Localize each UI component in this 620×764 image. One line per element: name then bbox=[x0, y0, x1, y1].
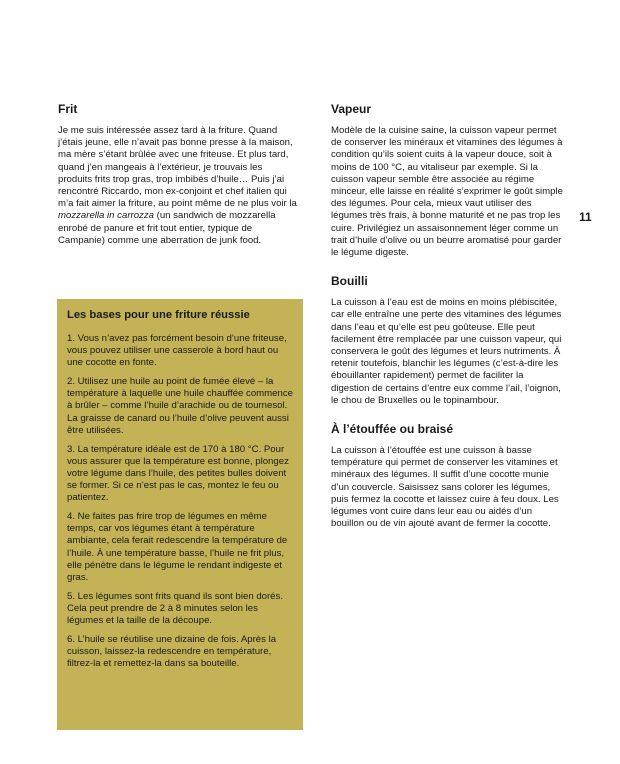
tip-item-6: 6. L’huile se réutilise une dizaine de fois. Après la cuisson, laissez-la redescendre en température, filtrez-la et remettez-la dans sa bouteille. bbox=[67, 634, 277, 670]
tip-item-3: 3. La température idéale est de 170 à 180 °C. Pour vous assurer que la température est bonne, plongez votre légume dans l’huile, des petites bulles doivent se former. Si ce n’est pas le cas, montez le feu ou patientez. bbox=[67, 443, 289, 504]
section-text-frit bbox=[58, 125, 298, 247]
section-title-vapeur: Vapeur bbox=[331, 102, 372, 116]
tip-item-2: 2. Utilisez une huile au point de fumée élevé – la température à laquelle une huile chauffée commence à brûler – comme l’huile d’arachide ou de tournesol. La graisse de canard ou l’huile d’olive peuvent aussi être utilisées. bbox=[67, 376, 293, 436]
section-etouffee bbox=[331, 422, 563, 530]
section-frit bbox=[58, 102, 298, 247]
section-vapeur bbox=[331, 102, 563, 259]
section-text-vapeur: Modèle de la cuisine saine, la cuisson vapeur permet de conserver les minéraux et vitamines des légumes à condition qu’ils soient cuits à la vapeur douce, soit à moins de 100 °C, au vitaliseur par exemple. Si la cuisson vapeur semble être associée au régime minceur, elle laisse en réalité s’exprimer le goût simple des légumes. Pour cela, mieux vaut utiliser des légumes très frais, à bonne maturité et ne pas trop les cuire. Privilégiez un assaisonnement léger comme un trait d’huile d’olive ou un beurre aromatisé pour garder le légume digeste. bbox=[331, 125, 563, 259]
section-bouilli bbox=[331, 274, 563, 407]
section-text-etouffee: La cuisson à l’étouffée est une cuisson à basse température qui permet de conserver les vitamines et minéraux des légumes. Il suffit d’une cocotte munie d’un couvercle. Saisissez sans colorer les légumes, puis fermez la cocotte et laissez cuire à feu doux. Les légumes vont cuire dans leur eau ou aidés d’un bouillon ou de vin ajouté avant de fermer la cocotte. bbox=[331, 445, 559, 530]
tip-item-1: 1. Vous n’avez pas forcément besoin d’une friteuse, vous pouvez utiliser une casserole à bord haut ou une cocotte en fonte. bbox=[67, 333, 287, 369]
tips-box-title: Les bases pour une friture réussie bbox=[67, 309, 250, 321]
left-column bbox=[58, 102, 298, 262]
frit-italic-term: mozzarella in carrozza bbox=[58, 210, 154, 222]
tips-box bbox=[57, 299, 303, 730]
tip-item-4: 4. Ne faites pas frire trop de légumes en même temps, car vos légumes étant à température ambiante, cela ferait redescendre la température de l’huile. À une température basse, l’huile ne frit plus, elle pénètre dans le légume le rendant indigeste et gras. bbox=[67, 511, 288, 583]
section-title-frit: Frit bbox=[58, 102, 78, 116]
frit-text-before: Je me suis intéressée assez tard à la friture. Quand j’étais jeune, elle n’avait pas bonne presse à la maison, ma mère s’étant brûlée avec une friteuse. Et plus tard, quand j’en mangeais à l’extérieur, je trouvais les produits frits trop gras, trop imbibés d’huile… Puis j’ai rencontré Riccardo, mon ex-conjoint et chef italien qui m’a fait aimer la friture, au point même de ne plus voir la bbox=[58, 125, 297, 210]
section-title-bouilli: Bouilli bbox=[331, 274, 368, 289]
section-title-etouffee: À l’étouffée ou braisé bbox=[331, 422, 454, 437]
right-column bbox=[331, 102, 563, 545]
page-number: 11 bbox=[579, 210, 592, 224]
section-text-bouilli: La cuisson à l’eau est de moins en moins plébiscitée, car elle entraîne une perte des vitamines des légumes dans l’eau et qu’elle est peu goûteuse. Elle peut facilement être remplacée par une cuisson vapeur, qui conservera le goût des légumes et leurs nutriments. À retenir toutefois, blanchir les légumes (c’est-à-dire les ébouillanter rapidement) permet de faciliter la digestion de certains d’entre eux comme l’ail, l’oignon, le chou de Bruxelles ou le topinambour. bbox=[331, 297, 562, 406]
tip-item-5: 5. Les légumes sont frits quand ils sont bien dorés. Cela peut prendre de 2 à 8 minutes selon les légumes et la taille de la découpe. bbox=[67, 590, 283, 626]
frit-text-after: (un sandwich de mozzarella enrobé de panure et frit tout entier, typique de Campanie) comme une aberration de junk food. bbox=[58, 210, 276, 246]
